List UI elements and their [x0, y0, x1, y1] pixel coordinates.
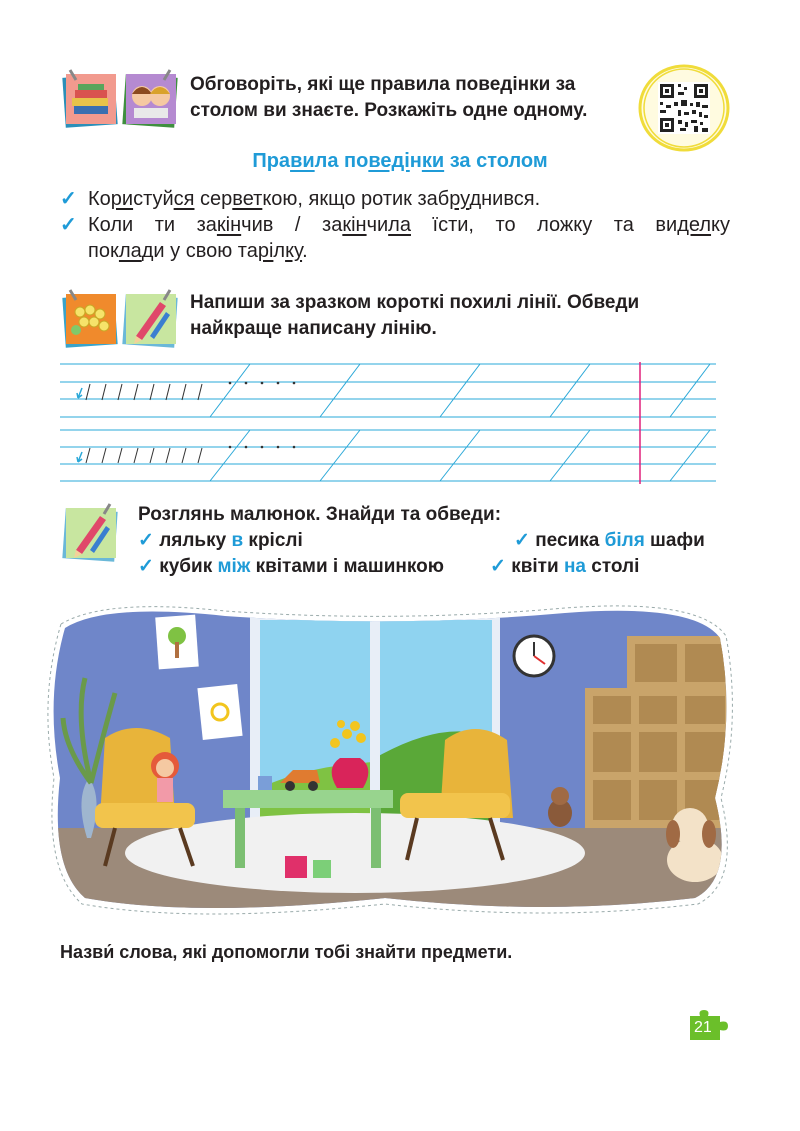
rule-item-1 [60, 186, 730, 212]
task3-item-preposition: на [563, 556, 586, 577]
rule-text: ку [711, 214, 731, 236]
rule-underlined: кін [216, 214, 242, 236]
rule-underlined: ри [110, 188, 134, 210]
task1-icon-books [60, 68, 122, 130]
task1-line1: Обговоріть, які ще правила поведінки за [190, 74, 576, 95]
room-illustration[interactable] [45, 598, 735, 918]
task2-icon-pencil [120, 288, 182, 350]
rules-title-part: Пра [252, 150, 291, 172]
page-number-badge [686, 1008, 732, 1044]
rule-underlined: вет [232, 188, 263, 210]
rule-underlined: ся [173, 188, 195, 210]
rules-title-part: ла по [314, 150, 369, 172]
rules-title-underlined: ви [290, 150, 315, 172]
task2-line1: Напиши за зразком короткі похилі лінії. Обведи [190, 292, 640, 313]
rule-text: пок [88, 240, 119, 262]
task3-item-preposition: в [231, 530, 244, 551]
rule-text: л [273, 240, 286, 262]
rules-title-part: н [409, 150, 422, 172]
check-icon: ✓ [60, 214, 77, 236]
task3-item-text: столі [585, 556, 640, 577]
task3-title: Розглянь малюнок. Знайди та обведи: [138, 504, 502, 525]
page-number: 21 [694, 1019, 712, 1036]
task3-item-text: кубик [159, 556, 218, 577]
check-icon: ✓ [490, 556, 506, 577]
task3-item-cube [138, 554, 444, 580]
check-icon: ✓ [514, 530, 530, 551]
rule-text: днився. [469, 188, 541, 210]
footer-question: Назви́ слова, які допомогли тобі знайти предмети. [60, 942, 513, 962]
rule-text: ди у свою та [141, 240, 258, 262]
rule-underlined: ру [449, 188, 470, 210]
task2-icon-beads [60, 288, 122, 350]
rules-title-underlined: ки [421, 150, 445, 172]
rules-list [60, 186, 730, 264]
rule-text: чи [366, 214, 389, 236]
check-icon: ✓ [60, 188, 77, 210]
rule-item-2 [60, 212, 730, 264]
task3-text [138, 502, 738, 577]
task3-item-flowers [490, 554, 639, 580]
task1-line2: столом ви знаєте. Розкажіть одне одному. [190, 100, 588, 121]
rule-text: чив / за [241, 214, 343, 236]
check-icon: ✓ [138, 556, 154, 577]
rules-title [0, 150, 800, 173]
task3-item-preposition: біля [604, 530, 645, 551]
task2-line2: найкраще написану лінію. [190, 318, 437, 339]
rule-text: Ко [88, 188, 111, 210]
task3-item-text: песика [535, 530, 605, 551]
task3-item-dog [514, 528, 705, 554]
task3-item-text: кріслі [243, 530, 303, 551]
task3-icon-pencil [60, 502, 122, 564]
rule-text: Коли ти за [88, 214, 217, 236]
task2-text [190, 290, 730, 342]
task3-item-doll [138, 528, 303, 554]
rule-text: стуй [133, 188, 174, 210]
task1-text [190, 72, 630, 124]
task3-item-text: квіти [511, 556, 564, 577]
rule-underlined: рі [257, 240, 274, 262]
rule-underlined: дел [677, 214, 712, 236]
rule-text: їсти, то ложку та ви [410, 214, 678, 236]
rules-title-part: за столом [444, 150, 548, 172]
check-icon: ✓ [138, 530, 154, 551]
task3-item-preposition: між [217, 556, 251, 577]
rule-text: кою, якщо ротик заб [262, 188, 450, 210]
handwriting-lines[interactable] [60, 362, 730, 487]
rule-underlined: ла [118, 240, 142, 262]
task3-item-text: ляльку [159, 530, 232, 551]
rule-text: сер [194, 188, 233, 210]
rule-underlined: кін [342, 214, 367, 236]
rules-title-underlined: веді [368, 150, 410, 172]
task1-icon-children [120, 68, 182, 130]
rule-underlined: ку [285, 240, 303, 262]
task3-item-text: шафи [644, 530, 705, 551]
qr-code-icon[interactable] [636, 60, 732, 156]
task3-item-text: квітами і машинкою [250, 556, 444, 577]
rule-underlined: ла [388, 214, 411, 236]
rule-text: . [302, 240, 308, 262]
